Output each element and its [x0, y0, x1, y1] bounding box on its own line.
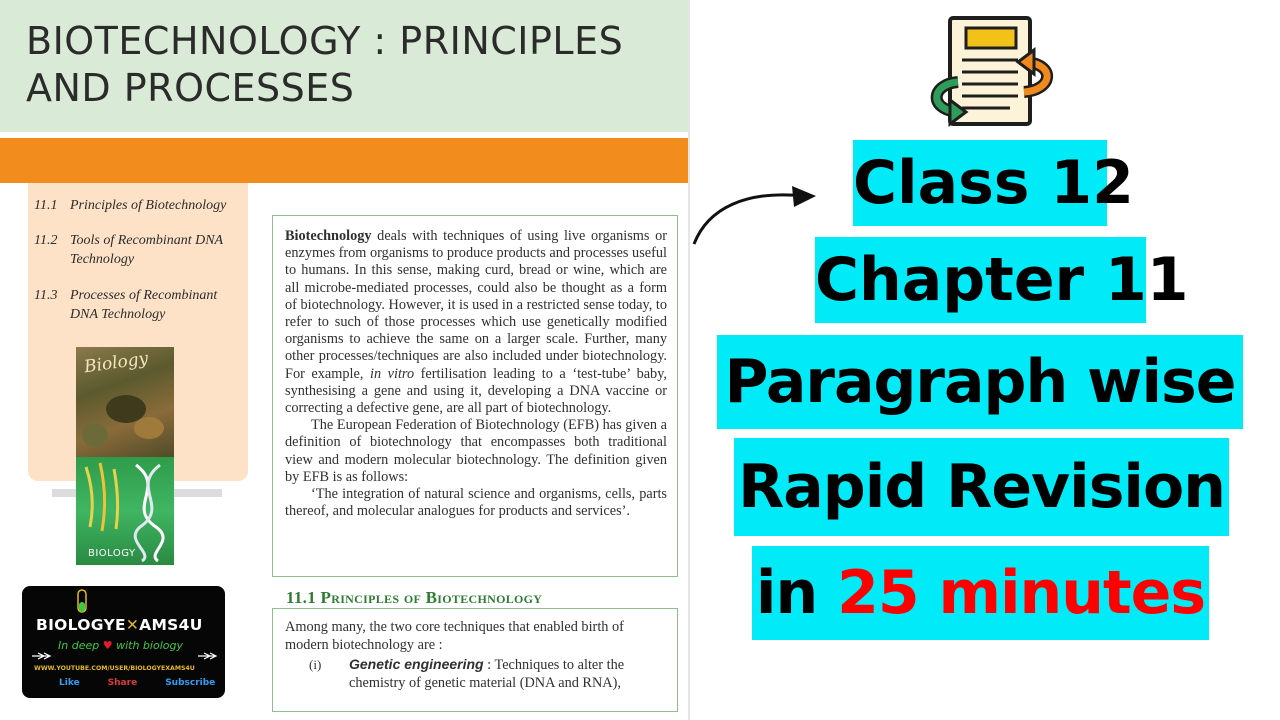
section-heading: 11.1 Principles of Biotechnology: [286, 588, 543, 607]
like-link[interactable]: Like: [59, 678, 80, 688]
logo-actions: [59, 678, 216, 688]
intro-text: [285, 228, 667, 520]
book-cover-image: BIOLOGY: [76, 457, 174, 565]
headline-rapid-revision: Rapid Revision: [734, 438, 1229, 536]
orange-band: [0, 138, 690, 183]
chapter-header: [0, 0, 690, 132]
channel-logo[interactable]: [22, 586, 225, 698]
headline-paragraph-wise: Paragraph wise: [717, 335, 1243, 429]
efb-definition-quote: ‘The integration of natural science and organisms, cells, parts thereof, and molecular analogues for products and services’.: [285, 486, 667, 520]
toc-item-11-2: 11.2 Tools of Recombinant DNA Technology: [34, 233, 223, 267]
logo-name: BIOLOGYE✕AMS4U: [36, 616, 203, 634]
document-refresh-icon: [918, 12, 1068, 132]
headline-duration: in 25 minutes: [752, 546, 1209, 640]
logo-url: WWW.YOUTUBE.COM/USER/BIOLOGYEXAMS4U: [34, 665, 195, 672]
section-text: Among many, the two core techniques that enabled birth of modern biotechnology are : (i) Genetic engineering : Techniques to alter the chemistry of genetic material (DNA and RNA),: [285, 619, 667, 692]
cover-texture: [82, 423, 108, 447]
headline-class: Class 12: [853, 140, 1107, 226]
book-cover-image: Biology: [76, 347, 174, 459]
toc-item-11-1: 11.1 Principles of Biotechnology: [34, 198, 227, 213]
share-link[interactable]: Share: [107, 678, 138, 688]
logo-tagline: In deep ♥ with biology: [58, 639, 183, 652]
arrow-decoration-icon: [30, 652, 218, 660]
intro-paragraph-2: The European Federation of Biotechnology (EFB) has given a definition of biotechnology that encompasses both traditional view and modern molecular biotechnology. The definition given by EFB is as follows:: [285, 417, 667, 485]
headline-chapter: Chapter 11: [815, 237, 1146, 323]
toc-item-11-3: 11.3 Processes of Recombinant DNA Technology: [34, 288, 218, 322]
chapter-title: BIOTECHNOLOGY : PRINCIPLES AND PROCESSES: [26, 19, 624, 110]
intro-paragraph-1: Biotechnology deals with techniques of using live organisms or enzymes from organisms to produce products and processes useful to humans. In this sense, making curd, bread or wine, which are all microbe-mediated processes, could also be thought as a form of biotechnology. However, it is used in a restricted sense today, to refer to such of those processes which use genetically modified organisms to achieve the same on a larger scale. Further, many other processes/techniques are also included under biotechnology. For example, in vitro fertilisation leading to a ‘test-tube’ baby, synthesising a gene and using it, developing a DNA vaccine or correcting a defective gene, are all part of biotechnology.: [285, 228, 668, 417]
cover-texture: [134, 417, 164, 439]
curved-arrow-icon: [686, 180, 826, 250]
list-item: (i) Genetic engineering : Techniques to alter the chemistry of genetic material (DNA and RNA),: [309, 656, 625, 691]
test-tube-icon: [75, 588, 89, 618]
subscribe-link[interactable]: Subscribe: [165, 678, 216, 688]
